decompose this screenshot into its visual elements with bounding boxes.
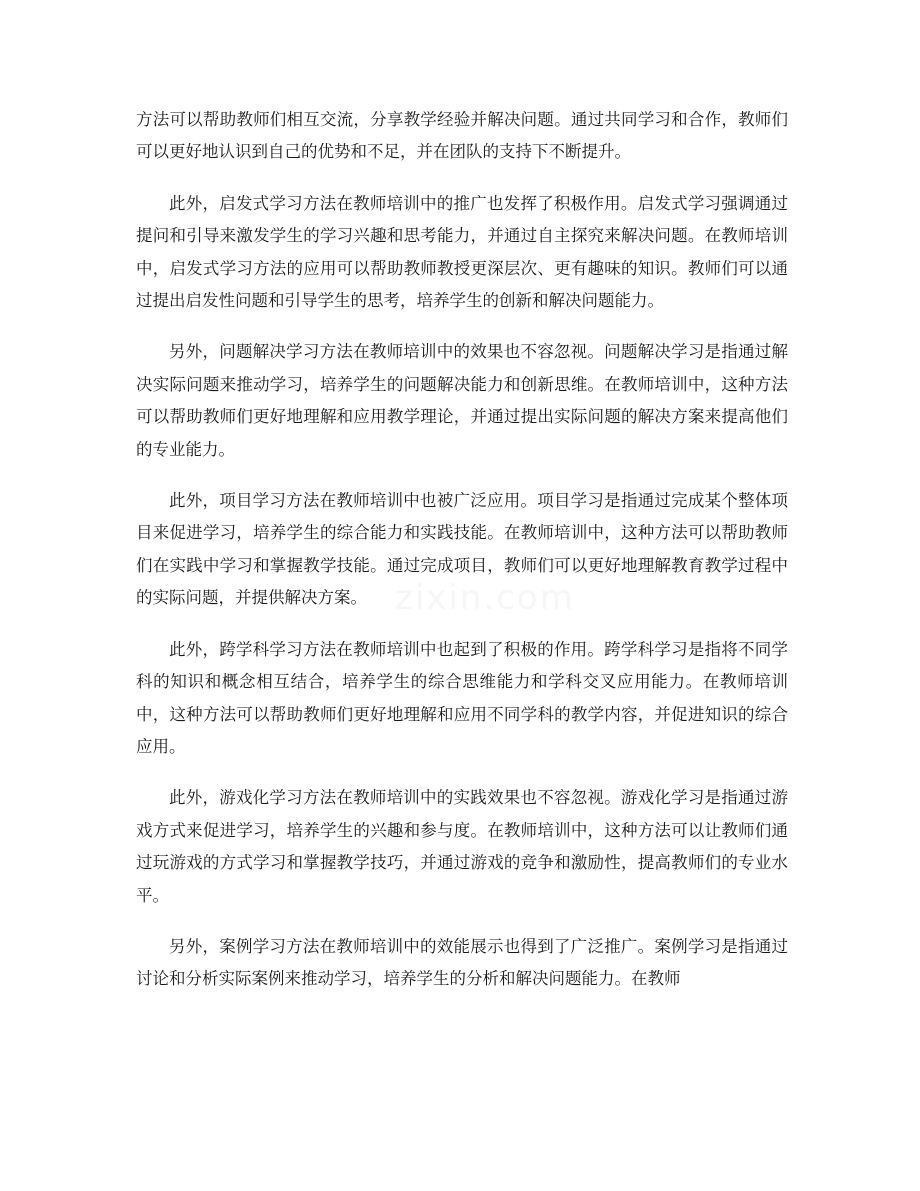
paragraph-6: 此外，游戏化学习方法在教师培训中的实践效果也不容忽视。游戏化学习是指通过游戏方式来促进学习，培养学生的兴趣和参与度。在教师培训中，这种方法可以让教师们通过玩游戏的方式学习和掌握教学技巧，并通过游戏的竞争和激励性，提高教师们的专业水平。 [136, 788, 788, 905]
watermark: zixin.com [395, 578, 575, 618]
document-body [136, 104, 788, 1015]
paragraph-5: 此外，跨学科学习方法在教师培训中也起到了积极的作用。跨学科学习是指将不同学科的知识和概念相互结合，培养学生的综合思维能力和学科交叉应用能力。在教师培训中，这种方法可以帮助教师们更好地理解和应用不同学科的教学内容，并促进知识的综合应用。 [136, 639, 788, 756]
paragraph-3: 另外，问题解决学习方法在教师培训中的效果也不容忽视。问题解决学习是指通过解决实际问题来推动学习，培养学生的问题解决能力和创新思维。在教师培训中，这种方法可以帮助教师们更好地理解和应用教学理论，并通过提出实际问题的解决方案来提高他们的专业能力。 [136, 342, 788, 459]
paragraph-2: 此外，启发式学习方法在教师培训中的推广也发挥了积极作用。启发式学习强调通过提问和引导来激发学生的学习兴趣和思考能力，并通过自主探究来解决问题。在教师培训中，启发式学习方法的应用可以帮助教师教授更深层次、更有趣味的知识。教师们可以通过提出启发性问题和引导学生的思考，培养学生的创新和解决问题能力。 [136, 193, 788, 311]
paragraph-1: 方法可以帮助教师们相互交流，分享教学经验并解决问题。通过共同学习和合作，教师们可以更好地认识到自己的优势和不足，并在团队的支持下不断提升。 [136, 110, 788, 162]
paragraph-4: 此外，项目学习方法在教师培训中也被广泛应用。项目学习是指通过完成某个整体项目来促进学习，培养学生的综合能力和实践技能。在教师培训中，这种方法可以帮助教师们在实践中学习和掌握教学技能。通过完成项目，教师们可以更好地理解教育教学过程中的实际问题，并提供解决方案。 [136, 491, 788, 608]
paragraph-7: 另外，案例学习方法在教师培训中的效能展示也得到了广泛推广。案例学习是指通过讨论和分析实际案例来推动学习，培养学生的分析和解决问题能力。在教师 [136, 936, 788, 989]
